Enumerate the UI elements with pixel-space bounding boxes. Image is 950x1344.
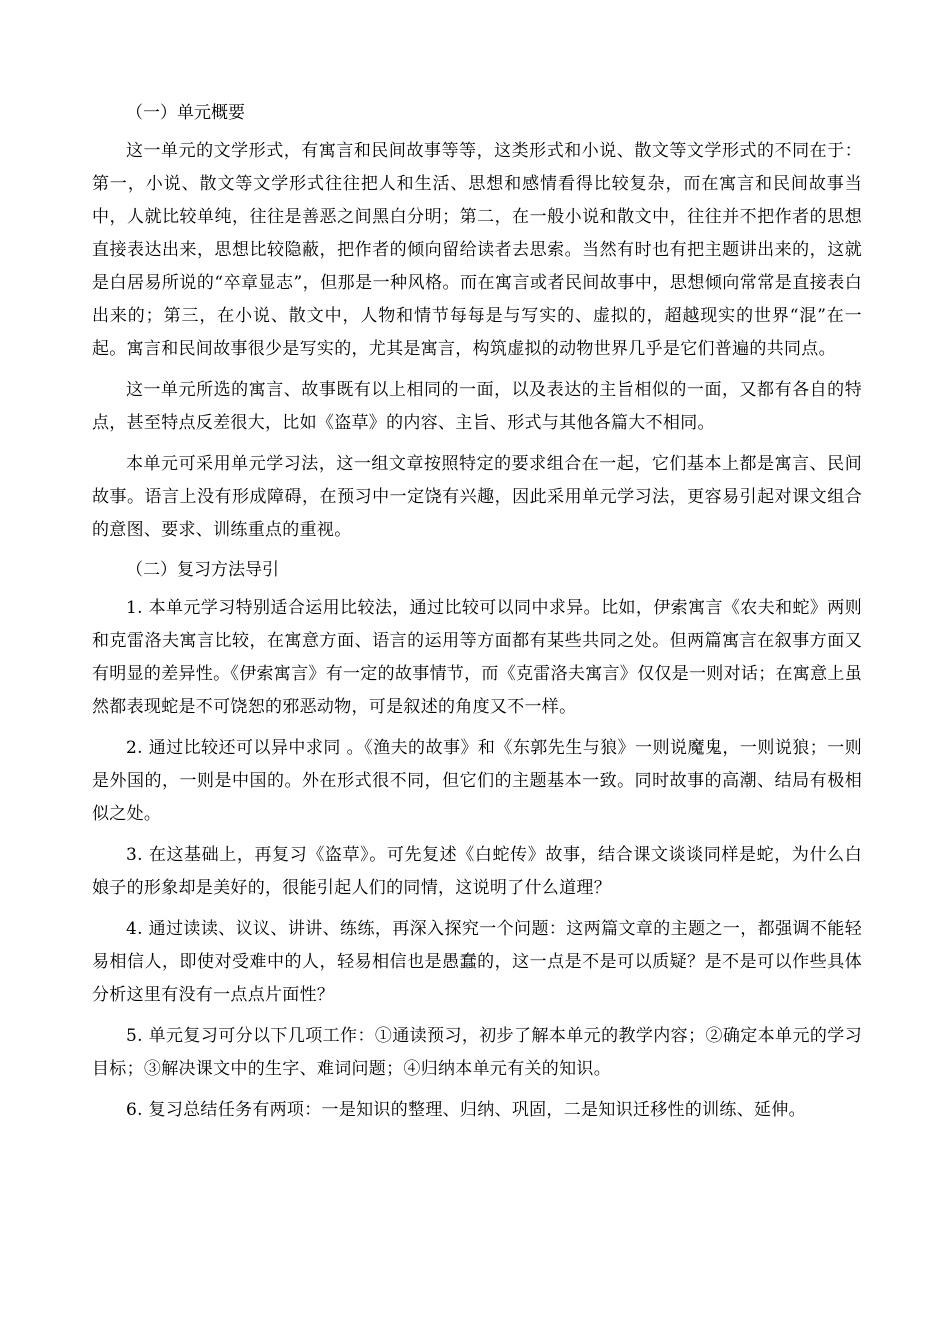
method-item-5: 5. 单元复习可分以下几项工作：①通读预习，初步了解本单元的教学内容；②确定本单元的学习目标；③解决课文中的生字、难词问题；④归纳本单元有关的知识。 xyxy=(92,1026,862,1079)
method-item-3: 3. 在这基础上，再复习《盗草》。可先复述《白蛇传》故事，结合课文谈谈同样是蛇，为什么白娘子的形象却是美好的，很能引起人们的同情，这说明了什么道理？ xyxy=(92,845,862,898)
method-item-4: 4. 通过读读、议议、讲讲、练练，再深入探究一个问题：这两篇文章的主题之一，都强调不能轻易相信人，即使对受难中的人，轻易相信也是愚蠢的，这一点是不是可以质疑？是不是可以作些具体分析这里有没有一点点片面性？ xyxy=(92,919,862,1005)
method-item-1: 1. 本单元学习特别适合运用比较法，通过比较可以同中求异。比如，伊索寓言《农夫和蛇》两则和克雷洛夫寓言比较，在寓意方面、语言的运用等方面都有某些共同之处。但两篇寓言在叙事方面又有明显的差异性。《伊索寓言》有一定的故事情节，而《克雷洛夫寓言》仅仅是一则对话；在寓意上虽然都表现蛇是不可饶恕的邪恶动物，可是叙述的角度又不一样。 xyxy=(92,598,862,717)
section-heading-unit-overview: （一）单元概要 xyxy=(126,103,245,123)
overview-paragraph-2: 这一单元所选的寓言、故事既有以上相同的一面，以及表达的主旨相似的一面，又都有各自的特点，甚至特点反差很大，比如《盗草》的内容、主旨、形式与其他各篇大不相同。 xyxy=(92,380,862,433)
method-item-2: 2. 通过比较还可以异中求同 。《渔夫的故事》和《东郭先生与狼》一则说魔鬼，一则说狼；一则是外国的，一则是中国的。外在形式很不同，但它们的主题基本一致。同时故事的高潮、结局有极相似之处。 xyxy=(92,738,862,824)
overview-paragraph-3: 本单元可采用单元学习法，这一组文章按照特定的要求组合在一起，它们基本上都是寓言、民间故事。语言上没有形成障碍，在预习中一定饶有兴趣，因此采用单元学习法，更容易引起对课文组合的意图、要求、训练重点的重视。 xyxy=(92,454,862,540)
method-item-6: 6. 复习总结任务有两项：一是知识的整理、归纳、巩固，二是知识迁移性的训练、延伸。 xyxy=(126,1100,806,1120)
overview-paragraph-1: 这一单元的文学形式，有寓言和民间故事等等，这类形式和小说、散文等文学形式的不同在于：第一，小说、散文等文学形式往往把人和生活、思想和感情看得比较复杂，而在寓言和民间故事当中，人就比较单纯，往往是善恶之间黑白分明；第二，在一般小说和散文中，往往并不把作者的思想直接表达出来，思想比较隐蔽，把作者的倾向留给读者去思索。当然有时也有把主题讲出来的，这就是白居易所说的“卒章显志”，但那是一种风格。而在寓言或者民间故事中，思想倾向常常是直接表白出来的；第三，在小说、散文中，人物和情节每每是与写实的、虚拟的，超越现实的世界“混”在一起。寓言和民间故事很少是写实的，尤其是寓言，构筑虚拟的动物世界几乎是它们普遍的共同点。 xyxy=(92,141,862,359)
section-heading-review-method: （二）复习方法导引 xyxy=(126,560,279,580)
document-body xyxy=(92,98,862,1135)
